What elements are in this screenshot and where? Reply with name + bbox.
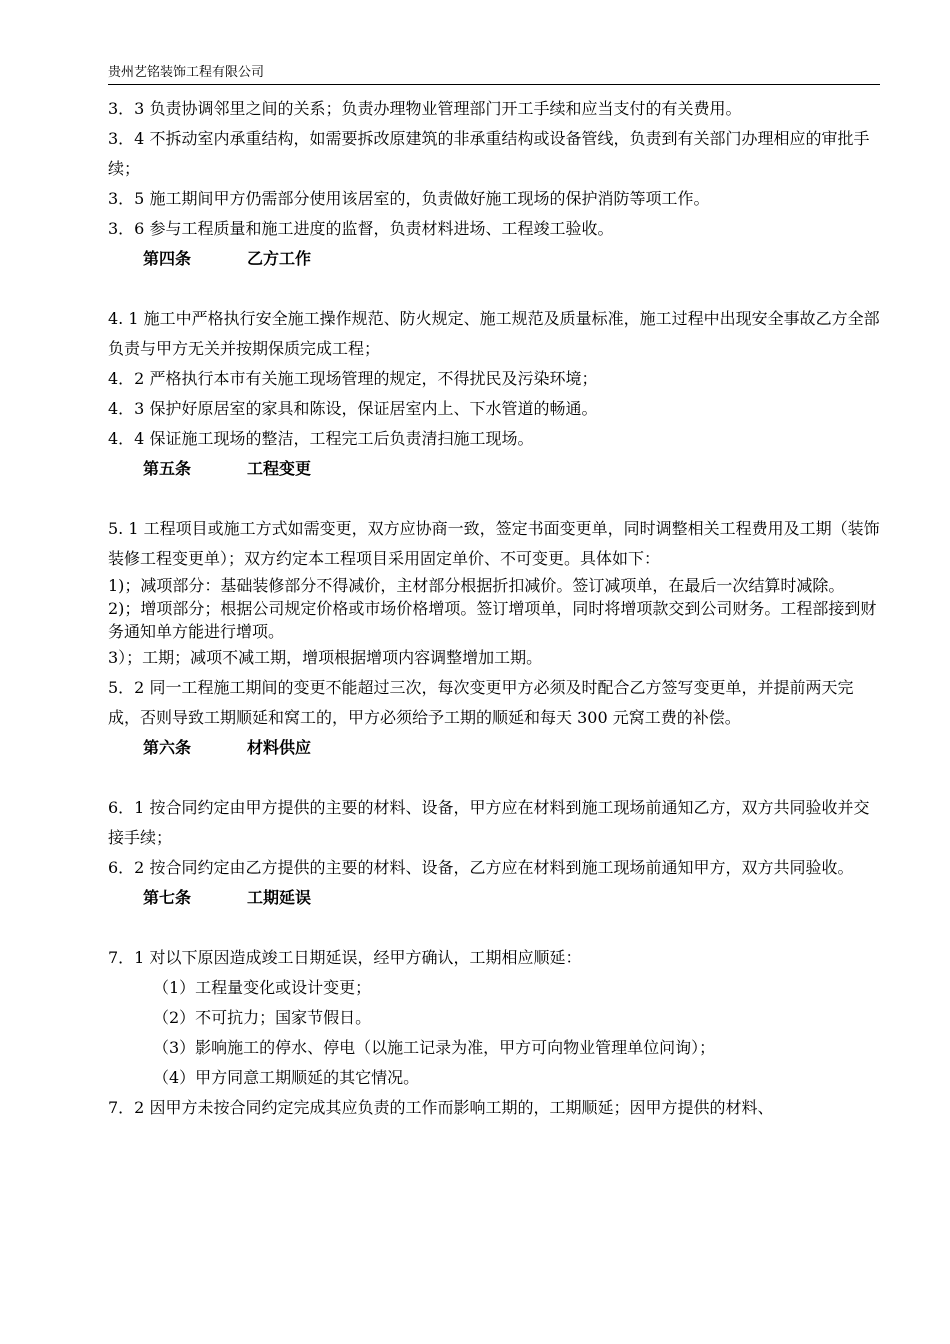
section-heading-6	[108, 733, 884, 763]
section-heading-4	[108, 244, 884, 274]
clause-7-1-item-2: （2）不可抗力；国家节假日。	[153, 1008, 372, 1027]
clause-4-3: 4．3 保护好原居室的家具和陈设，保证居室内上、下水管道的畅通。	[108, 399, 598, 418]
clause-7-1-item-1: （1）工程量变化或设计变更；	[153, 978, 372, 997]
section-number: 第六条	[143, 738, 192, 757]
section-number: 第五条	[143, 459, 192, 478]
section-title: 工程变更	[247, 459, 312, 478]
page-header	[108, 64, 880, 85]
section-title: 材料供应	[247, 738, 312, 757]
section-number: 第七条	[143, 888, 192, 907]
section-heading-5	[108, 454, 884, 484]
clause-5-2: 5．2 同一工程施工期间的变更不能超过三次，每次变更甲方必须及时配合乙方签写变更单，并提前两天完成，否则导致工期顺延和窝工的，甲方必须给予工期的顺延和每天 300 元窝工费的补偿。	[108, 678, 854, 727]
clause-4-2: 4．2 严格执行本市有关施工现场管理的规定，不得扰民及污染环境；	[108, 369, 598, 388]
clause-5-1-item-3: 3）；工期；减项不减工期，增项根据增项内容调整增加工期。	[108, 648, 543, 667]
section-heading-7	[108, 883, 884, 913]
clause-6-2: 6．2 按合同约定由乙方提供的主要的材料、设备，乙方应在材料到施工现场前通知甲方，双方共同验收。	[108, 858, 854, 877]
clause-7-1-item-4: （4）甲方同意工期顺延的其它情况。	[153, 1068, 420, 1087]
clause-3-6: 3．6 参与工程质量和施工进度的监督，负责材料进场、工程竣工验收。	[108, 219, 614, 238]
document-body	[108, 94, 884, 1123]
section-title: 乙方工作	[247, 249, 312, 268]
clause-6-1: 6．1 按合同约定由甲方提供的主要的材料、设备，甲方应在材料到施工现场前通知乙方，双方共同验收并交接手续；	[108, 798, 870, 847]
clause-3-3: 3．3 负责协调邻里之间的关系；负责办理物业管理部门开工手续和应当支付的有关费用。	[108, 99, 742, 118]
clause-7-2: 7．2 因甲方未按合同约定完成其应负责的工作而影响工期的，工期顺延；因甲方提供的材料、	[108, 1098, 774, 1117]
clause-3-5: 3．5 施工期间甲方仍需部分使用该居室的，负责做好施工现场的保护消防等项工作。	[108, 189, 710, 208]
clause-7-1-item-3: （3）影响施工的停水、停电（以施工记录为准，甲方可向物业管理单位问询）；	[153, 1038, 716, 1057]
clause-5-1: 5. 1 工程项目或施工方式如需变更，双方应协商一致，签定书面变更单，同时调整相关工程费用及工期（装饰装修工程变更单）；双方约定本工程项目采用固定单价、不可变更。具体如下：	[108, 519, 880, 568]
clause-7-1: 7．1 对以下原因造成竣工日期延误，经甲方确认，工期相应顺延：	[108, 948, 582, 967]
clause-4-4: 4．4 保证施工现场的整洁，工程完工后负责清扫施工现场。	[108, 429, 534, 448]
company-name: 贵州艺铭装饰工程有限公司	[108, 65, 265, 80]
section-title: 工期延误	[247, 888, 312, 907]
clause-4-1: 4. 1 施工中严格执行安全施工操作规范、防火规定、施工规范及质量标准，施工过程中出现安全事故乙方全部负责与甲方无关并按期保质完成工程；	[108, 309, 880, 358]
clause-3-4: 3．4 不拆动室内承重结构，如需要拆改原建筑的非承重结构或设备管线，负责到有关部门办理相应的审批手续；	[108, 129, 870, 178]
clause-5-1-item-1: 1)；减项部分：基础装修部分不得减价，主材部分根据折扣减价。签订减项单，在最后一次结算时减除。	[108, 576, 845, 595]
section-number: 第四条	[143, 249, 192, 268]
clause-5-1-item-2: 2)；增项部分；根据公司规定价格或市场价格增项。签订增项单，同时将增项款交到公司财务。工程部接到财务通知单方能进行增项。	[108, 599, 877, 641]
